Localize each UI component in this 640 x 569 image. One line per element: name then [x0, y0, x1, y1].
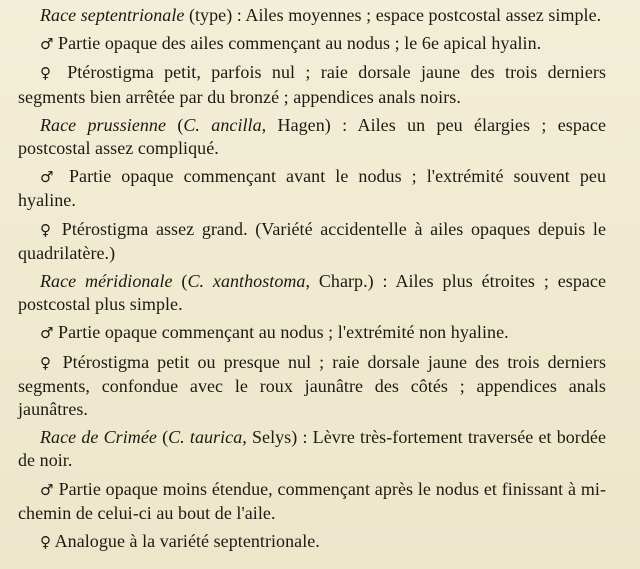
paragraph-text: Partie opaque commençant au nodus ; l'extrémité non hyaline. [53, 322, 509, 343]
paragraph-race-meridionale [18, 270, 606, 316]
paragraph-race-septentrionale [18, 4, 606, 27]
paragraph-male-crimee [18, 478, 606, 525]
paragraph-male-meridionale [18, 321, 606, 345]
male-symbol-icon: ♂ [40, 480, 54, 499]
paragraph-text: Partie opaque des ailes commençant au nodus ; le 6e apical hyalin. [53, 33, 542, 54]
paragraph-text: ( [172, 271, 188, 292]
paragraph-text: Ptérostigma petit ou presque nul ; raie dorsale jaune des trois derniers segments, confondue avec le roux jaunâtre des côtés ; appendices anals jaunâtres. [18, 351, 607, 420]
female-symbol-icon: ♀ [40, 353, 55, 372]
male-symbol-icon: ♂ [40, 168, 59, 187]
race-name: Race septentrionale [40, 5, 185, 25]
paragraph-text: ( [156, 427, 169, 448]
race-name: Race de Crimée [40, 427, 157, 448]
male-symbol-icon: ♂ [40, 324, 54, 343]
race-name: Race prussienne [40, 114, 166, 135]
paragraph-male-prussienne [18, 165, 606, 212]
paragraph-male-septentrionale [18, 32, 606, 56]
paragraph-text: Partie opaque commençant avant le nodus ; l'extrémité souvent peu hyaline. [18, 166, 606, 211]
female-symbol-icon: ♀ [40, 64, 57, 83]
paragraph-female-meridionale [18, 351, 606, 422]
paragraph-text: , Hagen) : Ailes un peu élargies ; espace postcostal assez compliqué. [18, 114, 606, 159]
species-name: C. xanthostoma [187, 271, 306, 292]
race-name: Race méridionale [40, 271, 173, 292]
female-symbol-icon: ♀ [40, 533, 52, 552]
paragraph-female-prussienne [18, 218, 606, 265]
paragraph-text: Partie opaque moins étendue, commençant après le nodus et finissant à mi-chemin de celui-ci au bout de l'aile. [18, 478, 606, 523]
paragraph-text: Ptérostigma petit, parfois nul ; raie dorsale jaune des trois derniers segments bien arrêtée par du bronzé ; appendices anals noirs. [18, 62, 606, 107]
male-symbol-icon: ♂ [40, 35, 54, 54]
paragraph-text: , Selys) : Lèvre très-fortement traversée et bordée de noir. [18, 427, 606, 471]
female-symbol-icon: ♀ [40, 220, 55, 239]
paragraph-female-crimee [18, 530, 606, 554]
paragraph-race-crimee [18, 426, 606, 472]
paragraph-text: Ptérostigma assez grand. (Variété accidentelle à ailes opaques depuis le quadrilatère.) [18, 218, 606, 263]
species-name: C. taurica [168, 427, 243, 448]
paragraph-female-septentrionale [18, 61, 606, 108]
paragraph-text: (type) : Ailes moyennes ; espace postcostal assez simple. [184, 5, 602, 25]
paragraph-text: , Charp.) : Ailes plus étroites ; espace postcostal plus simple. [18, 271, 606, 315]
paragraph-race-prussienne [18, 114, 606, 160]
paragraph-text: Analogue à la variété septentrionale. [51, 531, 320, 552]
paragraph-text: ( [166, 114, 184, 135]
species-name: C. ancilla [183, 114, 262, 135]
